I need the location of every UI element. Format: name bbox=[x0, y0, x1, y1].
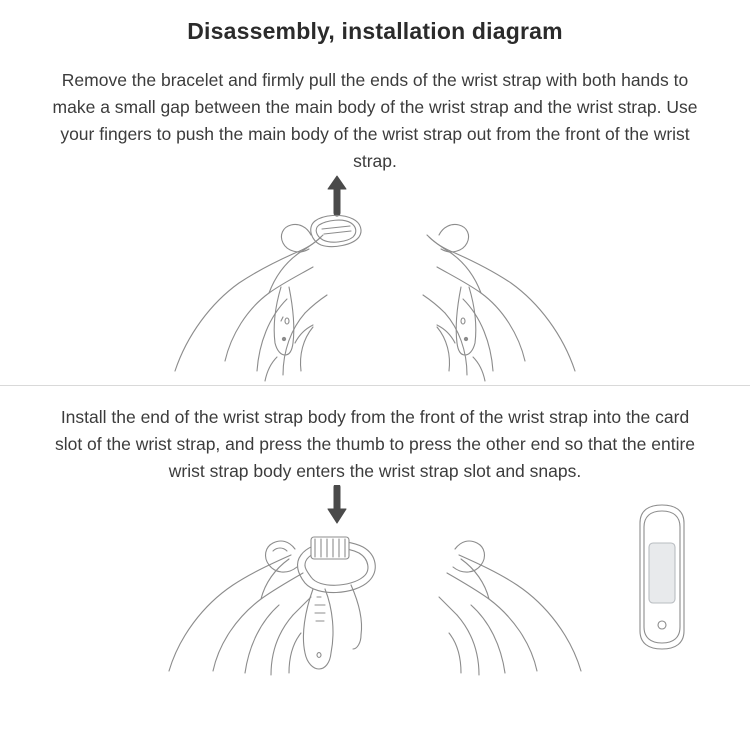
section-divider bbox=[0, 385, 750, 386]
figure-hands-pulling-strap-apart bbox=[0, 175, 750, 385]
arrow-up-icon bbox=[328, 176, 346, 213]
section-installation bbox=[0, 404, 750, 681]
arrow-down-icon bbox=[328, 487, 346, 523]
removal-instructions: Remove the bracelet and firmly pull the ends of the wrist strap with both hands to make a small gap between the main body of the wrist strap and the wrist strap. Use your fingers to push the main body of the wrist strap out from the front of the wrist strap. bbox=[52, 70, 698, 171]
page-title: Disassembly, installation diagram bbox=[187, 18, 563, 44]
installation-instructions: Install the end of the wrist strap body from the front of the wrist strap into the card slot of the wrist strap, and press the thumb to press the other end so that the entire wrist strap body enters the wrist strap slot and snaps. bbox=[54, 407, 696, 481]
assembled-band-inset bbox=[626, 503, 698, 653]
section-removal bbox=[0, 67, 750, 385]
figure-hands-pressing-strap bbox=[0, 485, 750, 681]
